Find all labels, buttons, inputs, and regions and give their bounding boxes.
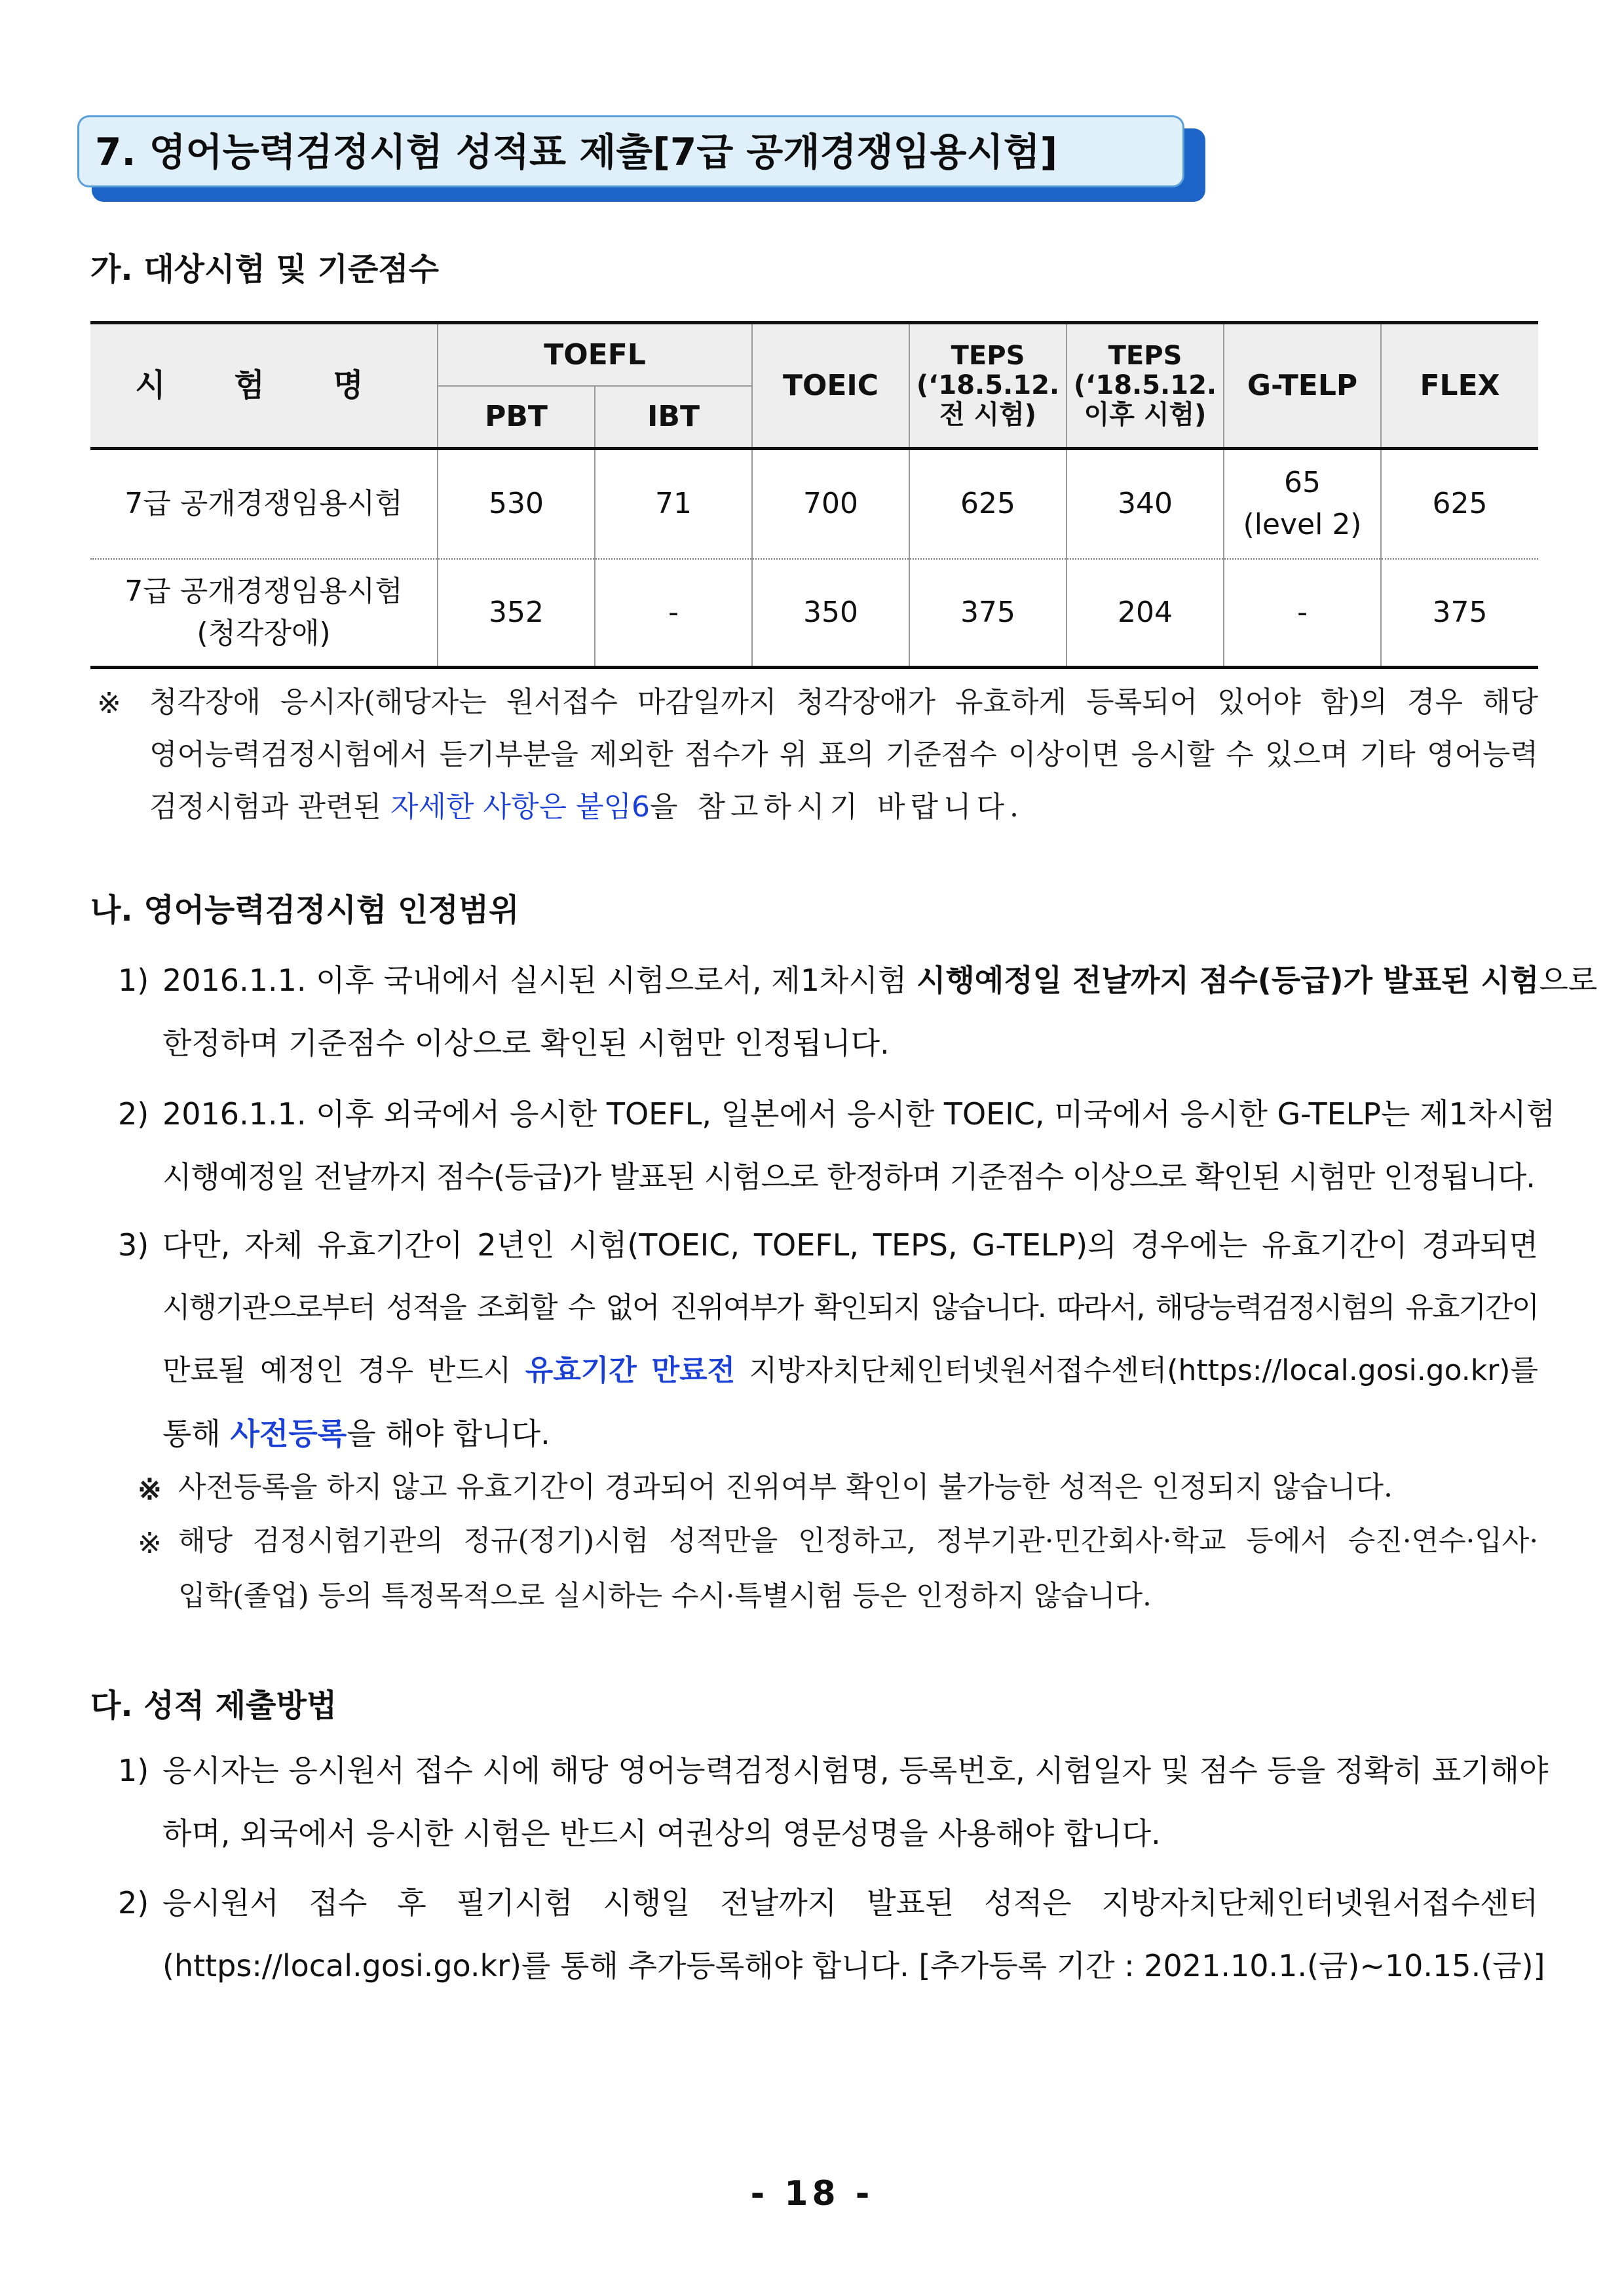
b1-number: 1) xyxy=(118,963,149,998)
cell-flex: 625 xyxy=(1381,449,1538,559)
cell-teps-after: 340 xyxy=(1067,449,1224,559)
b2-number: 2) xyxy=(118,1096,149,1132)
b-note-2-line-1: 해당 검정시험기관의 정규(정기)시험 성적만을 인정하고, 정부기관·민간회사·학교 등에서 승진·연수·입사· xyxy=(178,1525,1538,1558)
note-mark: ※ xyxy=(97,687,121,720)
cell-pbt: 530 xyxy=(438,449,595,559)
c2-line-1: 응시원서 접수 후 필기시험 시행일 전날까지 발표된 성적은 지방자치단체인터넷원서접수센터 xyxy=(162,1885,1538,1921)
subheading-a: 가. 대상시험 및 기준점수 xyxy=(90,251,440,288)
page-number: - 18 - xyxy=(750,2174,874,2213)
b-note-2-line-2: 입학(졸업) 등의 특정목적으로 실시하는 수시·특별시험 등은 인정하지 않습니다. xyxy=(178,1580,1152,1613)
cell-ibt: - xyxy=(595,559,752,668)
cell-ibt: 71 xyxy=(595,449,752,559)
b3-line-4-tail: 을 해야 합니다. xyxy=(347,1416,550,1451)
section-title: 7. 영어능력검정시험 성적표 제출[7급 공개경쟁임용시험] xyxy=(95,130,1058,174)
note-line-3 xyxy=(149,781,1538,833)
note-line-1: 청각장애 응시자(해당자는 원서접수 마감일까지 청각장애가 유효하게 등록되어 있어야 함)의 경우 해당 xyxy=(149,685,1539,719)
attachment-reference: 자세한 사항은 붙임6 xyxy=(390,790,651,824)
subheading-b: 나. 영어능력검정시험 인정범위 xyxy=(90,892,519,928)
b-note-2-mark: ※ xyxy=(138,1527,162,1560)
header-pbt: PBT xyxy=(438,386,595,449)
b1-line-1-text: 2016.1.1. 이후 국내에서 실시된 시험으로서, 제1차시험 xyxy=(162,963,916,998)
b3-line-4 xyxy=(162,1402,1538,1465)
b3-line-3 xyxy=(162,1339,1538,1402)
expiry-highlight: 유효기간 만료전 xyxy=(525,1354,736,1387)
cell-toeic: 700 xyxy=(752,449,909,559)
header-teps-before-line2: (‘18.5.12. xyxy=(916,370,1060,401)
cell-teps-before: 625 xyxy=(909,449,1067,559)
c2-number: 2) xyxy=(118,1885,149,1921)
cell-exam-name xyxy=(90,559,438,668)
b2-line-1: 2016.1.1. 이후 외국에서 응시한 TOEFL, 일본에서 응시한 TOEIC, 미국에서 응시한 G-TELP는 제1차시험 xyxy=(162,1096,1556,1132)
cell-pbt: 352 xyxy=(438,559,595,668)
b1-line-2: 한정하며 기준점수 이상으로 확인된 시험만 인정됩니다. xyxy=(162,1025,890,1061)
header-teps-after-line3: 이후 시험) xyxy=(1084,399,1207,430)
b3-line-2: 시행기관으로부터 성적을 조회할 수 없어 진위여부가 확인되지 않습니다. 따라서, 해당능력검정시험의 유효기간이 xyxy=(162,1291,1538,1324)
cell-exam-name-line2: (청각장애) xyxy=(197,616,331,650)
b1-line-1-bold: 시행예정일 전날까지 점수(등급)가 발표된 시험 xyxy=(916,963,1539,998)
header-teps-after-line1: TEPS xyxy=(1108,341,1182,372)
cell-gtelp: - xyxy=(1224,559,1381,668)
pre-registration-highlight: 사전등록 xyxy=(230,1416,347,1451)
subheading-c: 다. 성적 제출방법 xyxy=(90,1687,337,1724)
cell-teps-after: 204 xyxy=(1067,559,1224,668)
header-teps-after-line2: (‘18.5.12. xyxy=(1073,370,1217,401)
table-row xyxy=(90,449,1538,559)
cell-gtelp-level: (level 2) xyxy=(1243,508,1362,542)
b3-line-3-tail: 지방자치단체인터넷원서접수센터(https://local.gosi.go.kr)를 xyxy=(735,1354,1538,1387)
b-note-1: 사전등록을 하지 않고 유효기간이 경과되어 진위여부 확인이 불가능한 성적은 인정되지 않습니다. xyxy=(178,1470,1393,1504)
cell-gtelp-score: 65 xyxy=(1284,466,1321,500)
table-row xyxy=(90,559,1538,668)
cell-gtelp xyxy=(1224,449,1381,559)
b1-line-1 xyxy=(162,949,1598,1012)
cell-toeic: 350 xyxy=(752,559,909,668)
b1-line-1-tail: 으로 xyxy=(1539,963,1598,998)
b2-line-2: 시행예정일 전날까지 점수(등급)가 발표된 시험으로 한정하며 기준점수 이상으로 확인된 시험만 인정됩니다. xyxy=(162,1159,1535,1195)
c1-number: 1) xyxy=(118,1753,149,1788)
header-teps-before-line1: TEPS xyxy=(951,341,1025,372)
c1-line-2: 하며, 외국에서 응시한 시험은 반드시 여권상의 영문성명을 사용해야 합니다. xyxy=(162,1816,1161,1851)
b3-line-1: 다만, 자체 유효기간이 2년인 시험(TOEIC, TOEFL, TEPS, G-TELP)의 경우에는 유효기간이 경과되면 xyxy=(162,1227,1538,1263)
cell-exam-name-line1: 7급 공개경쟁임용시험 xyxy=(124,574,403,608)
cell-teps-before: 375 xyxy=(909,559,1067,668)
header-ibt: IBT xyxy=(595,386,752,449)
b-note-1-mark: ※ xyxy=(138,1473,162,1506)
header-gtelp: G-TELP xyxy=(1224,323,1381,449)
b3-number: 3) xyxy=(118,1227,149,1263)
note-line-3-text: 검정시험과 관련된 xyxy=(149,790,391,824)
c1-line-1: 응시자는 응시원서 접수 시에 해당 영어능력검정시험명, 등록번호, 시험일자 및 점수 등을 정확히 표기해야 xyxy=(162,1753,1549,1788)
note-line-2: 영어능력검정시험에서 듣기부분을 제외한 점수가 위 표의 기준점수 이상이면 응시할 수 있으며 기타 영어능력 xyxy=(149,738,1538,771)
cell-flex: 375 xyxy=(1381,559,1538,668)
b3-line-4-text: 통해 xyxy=(162,1416,231,1451)
header-teps-before xyxy=(909,323,1067,449)
score-table xyxy=(90,321,1538,669)
b3-line-3-text: 만료될 예정인 경우 반드시 xyxy=(162,1354,525,1387)
header-toeic: TOEIC xyxy=(752,323,909,449)
header-teps-before-line3: 전 시험) xyxy=(939,399,1037,430)
header-flex: FLEX xyxy=(1381,323,1538,449)
header-teps-after xyxy=(1067,323,1224,449)
header-exam-name: 시 험 명 xyxy=(90,323,438,449)
note-line-3-tail: 을 참고하시기 바랍니다. xyxy=(650,790,1025,824)
c2-line-2: (https://local.gosi.go.kr)를 통해 추가등록해야 합니다. [추가등록 기간 : 2021.10.1.(금)~10.15.(금)] xyxy=(162,1948,1545,1983)
cell-exam-name: 7급 공개경쟁임용시험 xyxy=(90,449,438,559)
header-toefl: TOEFL xyxy=(438,323,752,386)
